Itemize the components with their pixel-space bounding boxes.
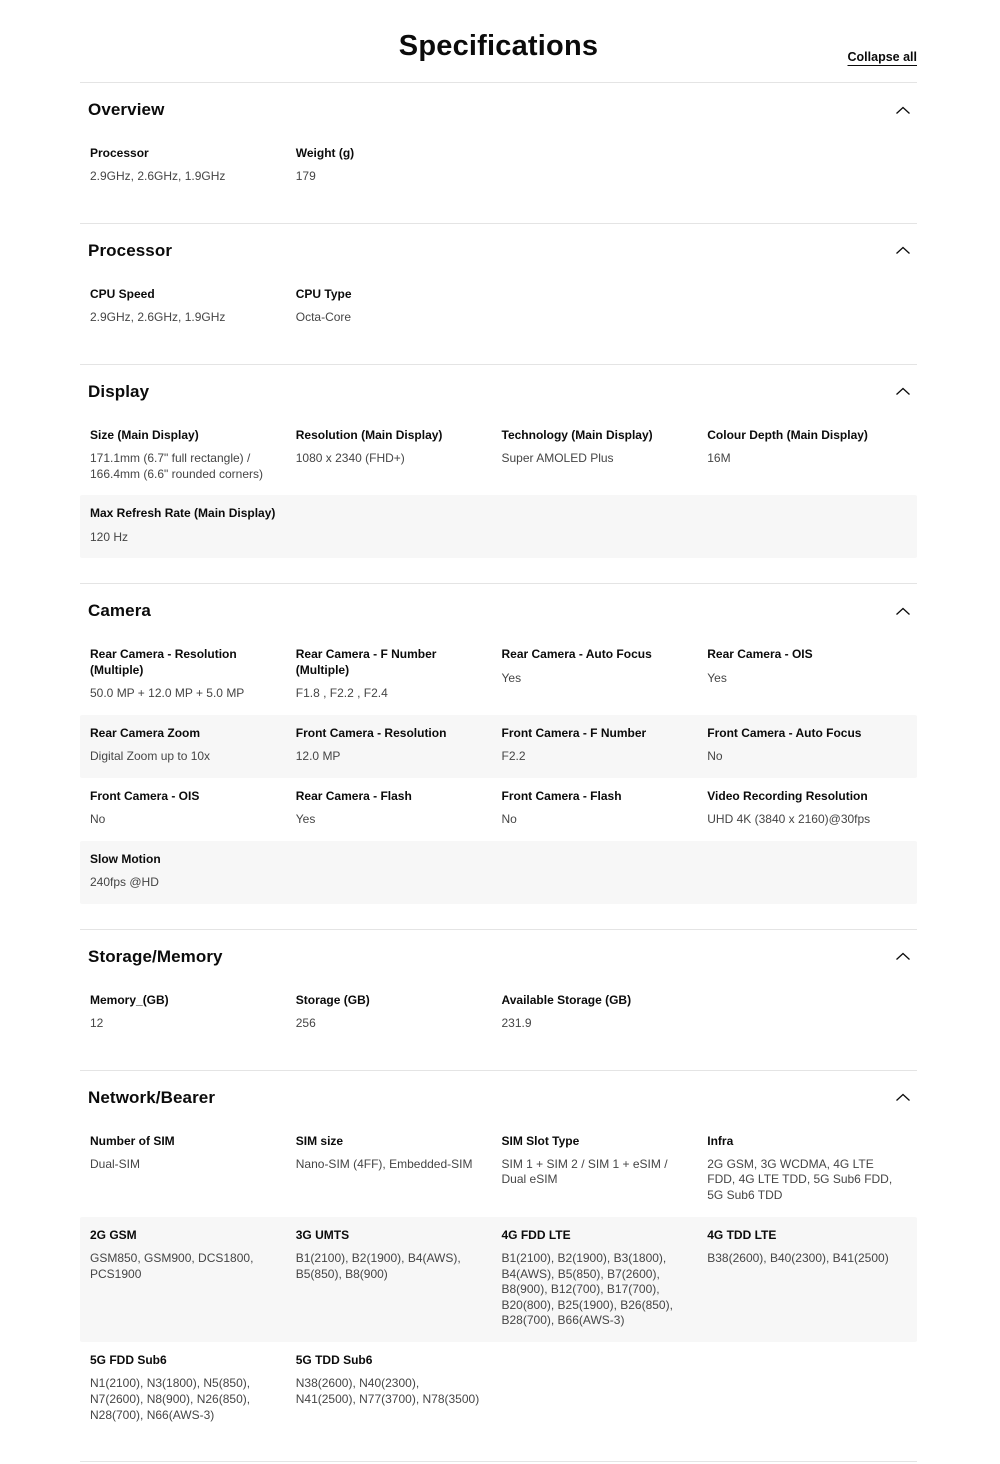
spec-label: 3G UMTS bbox=[295, 1227, 350, 1242]
spec-label: Colour Depth (Main Display) bbox=[707, 427, 868, 442]
spec-label: Resolution (Main Display) bbox=[295, 427, 443, 442]
spec-value: F1.8 , F2.2 , F2.4 bbox=[295, 686, 388, 701]
section bbox=[80, 223, 917, 339]
spec-label: Front Camera - OIS bbox=[90, 788, 200, 803]
spec-row bbox=[80, 417, 917, 496]
spec-value: N1(2100), N3(1800), N5(850), N7(2600), N8(900), N26(850), N28(700), N66(AWS-3) bbox=[90, 1376, 251, 1422]
chevron-up-icon bbox=[895, 1093, 911, 1102]
spec-row bbox=[80, 715, 917, 778]
spec-row bbox=[80, 276, 917, 339]
section-rows bbox=[80, 982, 917, 1045]
spec-label: 5G FDD Sub6 bbox=[90, 1353, 167, 1367]
section-header[interactable] bbox=[80, 601, 917, 636]
spec-label: Storage (GB) bbox=[295, 992, 370, 1007]
spec-label: Rear Camera - Auto Focus bbox=[501, 647, 652, 662]
section-collapse-button[interactable] bbox=[891, 244, 915, 257]
section-header[interactable] bbox=[80, 382, 917, 417]
page-header bbox=[80, 0, 917, 82]
spec-label: Rear Camera - OIS bbox=[707, 647, 813, 662]
spec-label: 4G TDD LTE bbox=[707, 1227, 777, 1242]
spec-value: 179 bbox=[295, 169, 316, 184]
spec-cell bbox=[502, 1228, 702, 1329]
spec-value: F2.2 bbox=[501, 749, 526, 764]
spec-cell bbox=[296, 647, 496, 701]
spec-label: Slow Motion bbox=[90, 851, 161, 866]
spec-value: 50.0 MP + 12.0 MP + 5.0 MP bbox=[90, 686, 245, 701]
section-title: Network/Bearer bbox=[88, 1087, 216, 1107]
spec-label: Video Recording Resolution bbox=[707, 788, 868, 803]
spec-cell bbox=[90, 287, 290, 326]
spec-value: B1(2100), B2(1900), B3(1800), B4(AWS), B5(850), B7(2600), B8(900), B12(700), B17(700), B20(800), B25(1900), B26(850), B28(700), B66(AWS-3) bbox=[501, 1251, 673, 1328]
section-title: Storage/Memory bbox=[88, 946, 223, 966]
section-header[interactable] bbox=[80, 100, 917, 135]
section-title: Overview bbox=[88, 100, 165, 119]
spec-cell bbox=[707, 1134, 907, 1204]
section-header[interactable] bbox=[80, 947, 917, 982]
section bbox=[80, 929, 917, 1045]
spec-cell bbox=[707, 1228, 907, 1329]
spec-value: Super AMOLED Plus bbox=[501, 451, 614, 466]
spec-cell bbox=[90, 852, 290, 891]
sections bbox=[80, 82, 917, 1462]
spec-cell bbox=[296, 146, 496, 185]
spec-cell bbox=[90, 146, 290, 185]
spec-cell bbox=[502, 789, 702, 828]
spec-cell bbox=[502, 993, 702, 1032]
chevron-up-icon bbox=[895, 387, 911, 396]
section-rows bbox=[80, 276, 917, 339]
spec-cell bbox=[296, 1134, 496, 1204]
spec-value: N38(2600), N40(2300), N41(2500), N77(3700), N78(3500) bbox=[295, 1376, 480, 1406]
spec-label: Processor bbox=[90, 146, 149, 160]
spec-value: 12 bbox=[90, 1015, 104, 1030]
spec-value: 2.9GHz, 2.6GHz, 1.9GHz bbox=[90, 310, 226, 325]
spec-value: Yes bbox=[501, 670, 522, 685]
section-rows bbox=[80, 636, 917, 903]
section-collapse-button[interactable] bbox=[891, 1091, 915, 1104]
spec-value: SIM 1 + SIM 2 / SIM 1 + eSIM / Dual eSIM bbox=[501, 1156, 668, 1187]
spec-label: Rear Camera - Resolution (Multiple) bbox=[90, 647, 237, 677]
spec-value: 12.0 MP bbox=[295, 749, 341, 764]
spec-label: Rear Camera - Flash bbox=[295, 788, 412, 803]
spec-value: B38(2600), B40(2300), B41(2500) bbox=[707, 1251, 889, 1266]
spec-label: 5G TDD Sub6 bbox=[295, 1353, 373, 1367]
spec-value: No bbox=[501, 812, 517, 827]
section-title: Camera bbox=[88, 601, 151, 621]
section bbox=[80, 583, 917, 903]
spec-label: Size (Main Display) bbox=[90, 427, 199, 442]
spec-row bbox=[80, 1123, 917, 1217]
spec-label: Technology (Main Display) bbox=[501, 427, 653, 442]
spec-label: CPU Type bbox=[295, 286, 352, 301]
section-collapse-button[interactable] bbox=[891, 385, 915, 398]
spec-row bbox=[80, 1342, 917, 1436]
section bbox=[80, 82, 917, 198]
spec-row bbox=[80, 982, 917, 1045]
spec-label: 2G GSM bbox=[90, 1227, 137, 1242]
spec-label: Available Storage (GB) bbox=[501, 992, 632, 1007]
spec-cell bbox=[296, 726, 496, 765]
spec-value: Yes bbox=[707, 670, 727, 685]
spec-label: Front Camera - F Number bbox=[501, 725, 647, 740]
spec-label: Memory_(GB) bbox=[90, 992, 169, 1007]
spec-cell bbox=[502, 647, 702, 701]
spec-value: 171.1mm (6.7" full rectangle) / 166.4mm (6.6" rounded corners) bbox=[90, 451, 264, 481]
spec-cell bbox=[90, 506, 290, 545]
section-rows bbox=[80, 417, 917, 559]
section-collapse-button[interactable] bbox=[891, 104, 915, 117]
spec-label: Weight (g) bbox=[295, 146, 355, 160]
spec-cell bbox=[90, 1134, 290, 1204]
section-rows bbox=[80, 135, 917, 198]
spec-value: 2G GSM, 3G WCDMA, 4G LTE FDD, 4G LTE TDD, 5G Sub6 FDD, 5G Sub6 TDD bbox=[707, 1156, 893, 1203]
spec-cell bbox=[90, 647, 290, 701]
chevron-up-icon bbox=[895, 246, 911, 255]
section-rows bbox=[80, 1123, 917, 1437]
spec-cell bbox=[90, 726, 290, 765]
section-title: Processor bbox=[88, 240, 173, 260]
page-title: Specifications bbox=[398, 30, 599, 62]
spec-cell bbox=[296, 287, 496, 326]
spec-cell bbox=[707, 726, 907, 765]
spec-value: 1080 x 2340 (FHD+) bbox=[295, 451, 405, 466]
spec-cell bbox=[707, 428, 907, 483]
spec-cell bbox=[296, 789, 496, 828]
spec-row bbox=[80, 495, 917, 558]
spec-cell bbox=[90, 428, 290, 483]
spec-label: Rear Camera Zoom bbox=[90, 725, 201, 740]
spec-cell bbox=[90, 1353, 290, 1423]
spec-label: SIM size bbox=[295, 1133, 344, 1148]
section bbox=[80, 1070, 917, 1437]
spec-value: 120 Hz bbox=[90, 529, 129, 544]
spec-cell bbox=[90, 789, 290, 828]
spec-value: Digital Zoom up to 10x bbox=[90, 749, 211, 764]
spec-label: Front Camera - Flash bbox=[501, 788, 622, 803]
spec-value: 256 bbox=[295, 1015, 316, 1030]
spec-label: Number of SIM bbox=[90, 1133, 175, 1148]
spec-cell bbox=[707, 789, 907, 828]
spec-row bbox=[80, 135, 917, 198]
spec-label: SIM Slot Type bbox=[501, 1133, 580, 1148]
spec-value: GSM850, GSM900, DCS1800, PCS1900 bbox=[90, 1251, 254, 1281]
spec-value: 16M bbox=[707, 451, 731, 466]
spec-cell bbox=[502, 726, 702, 765]
section-header[interactable] bbox=[80, 241, 917, 276]
spec-label: 4G FDD LTE bbox=[501, 1227, 571, 1242]
spec-cell bbox=[90, 1228, 290, 1329]
section bbox=[80, 364, 917, 559]
spec-cell bbox=[707, 647, 907, 701]
spec-value: UHD 4K (3840 x 2160)@30fps bbox=[707, 812, 871, 827]
specifications-page bbox=[80, 0, 917, 1464]
spec-row bbox=[80, 636, 917, 714]
spec-cell bbox=[502, 1134, 702, 1204]
spec-cell bbox=[90, 993, 290, 1032]
spec-row bbox=[80, 778, 917, 841]
section-collapse-button[interactable] bbox=[891, 605, 915, 618]
section-header[interactable] bbox=[80, 1088, 917, 1123]
section-title: Display bbox=[88, 381, 150, 401]
spec-cell bbox=[296, 1228, 496, 1329]
spec-cell bbox=[296, 1353, 496, 1423]
spec-value: 231.9 bbox=[501, 1015, 532, 1030]
spec-value: Nano-SIM (4FF), Embedded-SIM bbox=[295, 1156, 473, 1171]
spec-value: Yes bbox=[295, 812, 316, 827]
spec-value: B1(2100), B2(1900), B4(AWS), B5(850), B8(900) bbox=[295, 1251, 461, 1281]
spec-label: Max Refresh Rate (Main Display) bbox=[90, 506, 276, 521]
spec-value: 240fps @HD bbox=[90, 874, 159, 889]
chevron-up-icon bbox=[895, 607, 911, 616]
spec-value: No bbox=[707, 749, 723, 764]
spec-label: CPU Speed bbox=[90, 286, 155, 301]
spec-value: 2.9GHz, 2.6GHz, 1.9GHz bbox=[90, 169, 226, 184]
spec-cell bbox=[296, 993, 496, 1032]
spec-label: Front Camera - Resolution bbox=[295, 725, 447, 740]
chevron-up-icon bbox=[895, 952, 911, 961]
chevron-up-icon bbox=[895, 106, 911, 115]
spec-label: Rear Camera - F Number (Multiple) bbox=[295, 647, 437, 677]
spec-label: Front Camera - Auto Focus bbox=[707, 725, 862, 740]
spec-row bbox=[80, 1217, 917, 1342]
spec-value: Octa-Core bbox=[295, 310, 352, 325]
spec-label: Infra bbox=[707, 1133, 734, 1148]
spec-value: Dual-SIM bbox=[90, 1156, 141, 1171]
spec-row bbox=[80, 841, 917, 904]
section-collapse-button[interactable] bbox=[891, 950, 915, 963]
collapse-all-button[interactable]: Collapse all bbox=[847, 50, 917, 64]
spec-cell bbox=[502, 428, 702, 483]
spec-cell bbox=[296, 428, 496, 483]
spec-value: No bbox=[90, 812, 106, 827]
